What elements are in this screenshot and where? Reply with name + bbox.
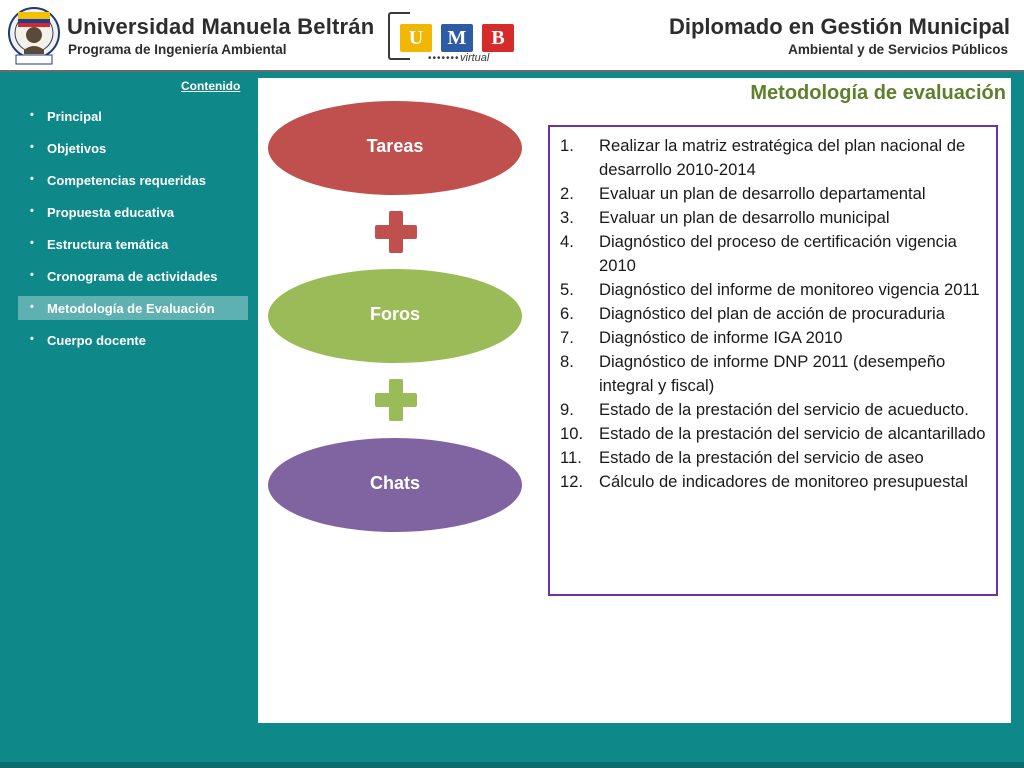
sidebar-item-principal[interactable]	[18, 100, 248, 132]
sidebar-item-cronograma[interactable]	[18, 260, 248, 292]
sidebar-item-objetivos[interactable]	[18, 132, 248, 164]
logo-tile-b: B	[482, 24, 514, 52]
list-item	[550, 326, 986, 350]
bullet-icon: •	[30, 269, 34, 281]
list-item	[550, 134, 986, 182]
logo-tile-u: U	[400, 24, 432, 52]
list-item	[550, 206, 986, 230]
list-item-number: 4.	[560, 232, 574, 251]
list-item-number: 6.	[560, 304, 574, 323]
list-item	[550, 422, 986, 446]
sidebar-item-metodologia[interactable]	[18, 296, 248, 320]
sidebar-item-competencias[interactable]	[18, 164, 248, 196]
sidebar-item-label: Cuerpo docente	[47, 332, 146, 348]
component-chats	[268, 438, 522, 532]
list-item-number: 2.	[560, 184, 574, 203]
sidebar-item-cuerpo-docente[interactable]	[18, 324, 248, 356]
diploma-title: Diplomado en Gestión Municipal	[668, 14, 1010, 39]
component-label: Foros	[369, 303, 420, 324]
list-item-number: 5.	[560, 280, 574, 299]
page-title: Metodología de evaluación	[750, 82, 1006, 104]
bullet-icon: •	[30, 301, 34, 313]
component-label: Tareas	[366, 135, 424, 156]
list-item-text: Estado de la prestación del servicio de acueducto.	[599, 400, 969, 419]
bullet-icon: •	[30, 141, 34, 153]
list-item-text: Diagnóstico de informe IGA 2010	[599, 328, 843, 347]
list-item	[550, 278, 986, 302]
activities-list-box	[548, 125, 998, 596]
bullet-icon: •	[30, 173, 34, 185]
sidebar-item-label: Estructura temática	[47, 236, 169, 252]
list-item-text: Diagnóstico de informe DNP 2011 (desempeño integral y fiscal)	[599, 352, 946, 395]
list-item-number: 11.	[560, 448, 582, 467]
frame-bottom-edge	[0, 762, 1024, 768]
logo-virtual-text: virtual	[460, 52, 490, 64]
page-header	[0, 0, 1024, 70]
sidebar-item-propuesta[interactable]	[18, 196, 248, 228]
list-item	[550, 182, 986, 206]
logo-dots: •••••••	[428, 53, 460, 64]
program-subtitle: Programa de Ingeniería Ambiental	[68, 42, 287, 57]
sidebar-item-label: Propuesta educativa	[47, 204, 175, 220]
component-foros	[268, 269, 522, 363]
bullet-icon: •	[30, 205, 34, 217]
activities-list	[550, 134, 986, 494]
university-seal-logo	[6, 6, 62, 66]
list-item-text: Evaluar un plan de desarrollo departamental	[599, 184, 926, 203]
list-item-text: Diagnóstico del plan de acción de procuraduria	[599, 304, 945, 323]
list-item	[550, 302, 986, 326]
sidebar-menu	[18, 100, 248, 356]
contents-link[interactable]: Contenido	[181, 79, 241, 93]
list-item-number: 12.	[560, 472, 584, 491]
list-item-text: Realizar la matriz estratégica del plan nacional de desarrollo 2010-2014	[599, 136, 966, 179]
plus-icon	[375, 211, 417, 253]
sidebar-item-label: Cronograma de actividades	[47, 268, 218, 284]
sidebar-item-label: Objetivos	[47, 140, 107, 156]
logo-tile-m: M	[441, 24, 473, 52]
sidebar-item-label: Principal	[47, 108, 102, 124]
list-item	[550, 470, 986, 494]
umb-virtual-logo	[388, 8, 522, 66]
list-item-number: 10.	[560, 424, 584, 443]
list-item	[550, 446, 986, 470]
list-item-text: Estado de la prestación del servicio de aseo	[599, 448, 924, 467]
component-tareas	[268, 101, 522, 195]
list-item	[550, 230, 986, 278]
list-item	[550, 398, 986, 422]
bullet-icon: •	[30, 333, 34, 345]
bullet-icon: •	[30, 237, 34, 249]
list-item-text: Diagnóstico del informe de monitoreo vigencia 2011	[599, 280, 980, 299]
sidebar-item-label: Metodología de Evaluación	[47, 300, 215, 316]
list-item-number: 8.	[560, 352, 574, 371]
university-title: Universidad Manuela Beltrán	[67, 14, 375, 39]
list-item	[550, 350, 986, 398]
component-label: Chats	[369, 472, 420, 493]
list-item-text: Cálculo de indicadores de monitoreo presupuestal	[599, 472, 968, 491]
diploma-subtitle: Ambiental y de Servicios Públicos	[788, 42, 1008, 57]
plus-icon	[375, 379, 417, 421]
list-item-text: Diagnóstico del proceso de certificación vigencia 2010	[599, 232, 957, 275]
list-item-number: 9.	[560, 400, 574, 419]
bullet-icon: •	[30, 109, 34, 121]
list-item-number: 1.	[560, 136, 574, 155]
list-item-number: 7.	[560, 328, 574, 347]
list-item-text: Evaluar un plan de desarrollo municipal	[599, 208, 890, 227]
list-item-number: 3.	[560, 208, 574, 227]
sidebar-item-label: Competencias requeridas	[47, 172, 206, 188]
sidebar-item-estructura[interactable]	[18, 228, 248, 260]
list-item-text: Estado de la prestación del servicio de alcantarillado	[599, 424, 986, 443]
